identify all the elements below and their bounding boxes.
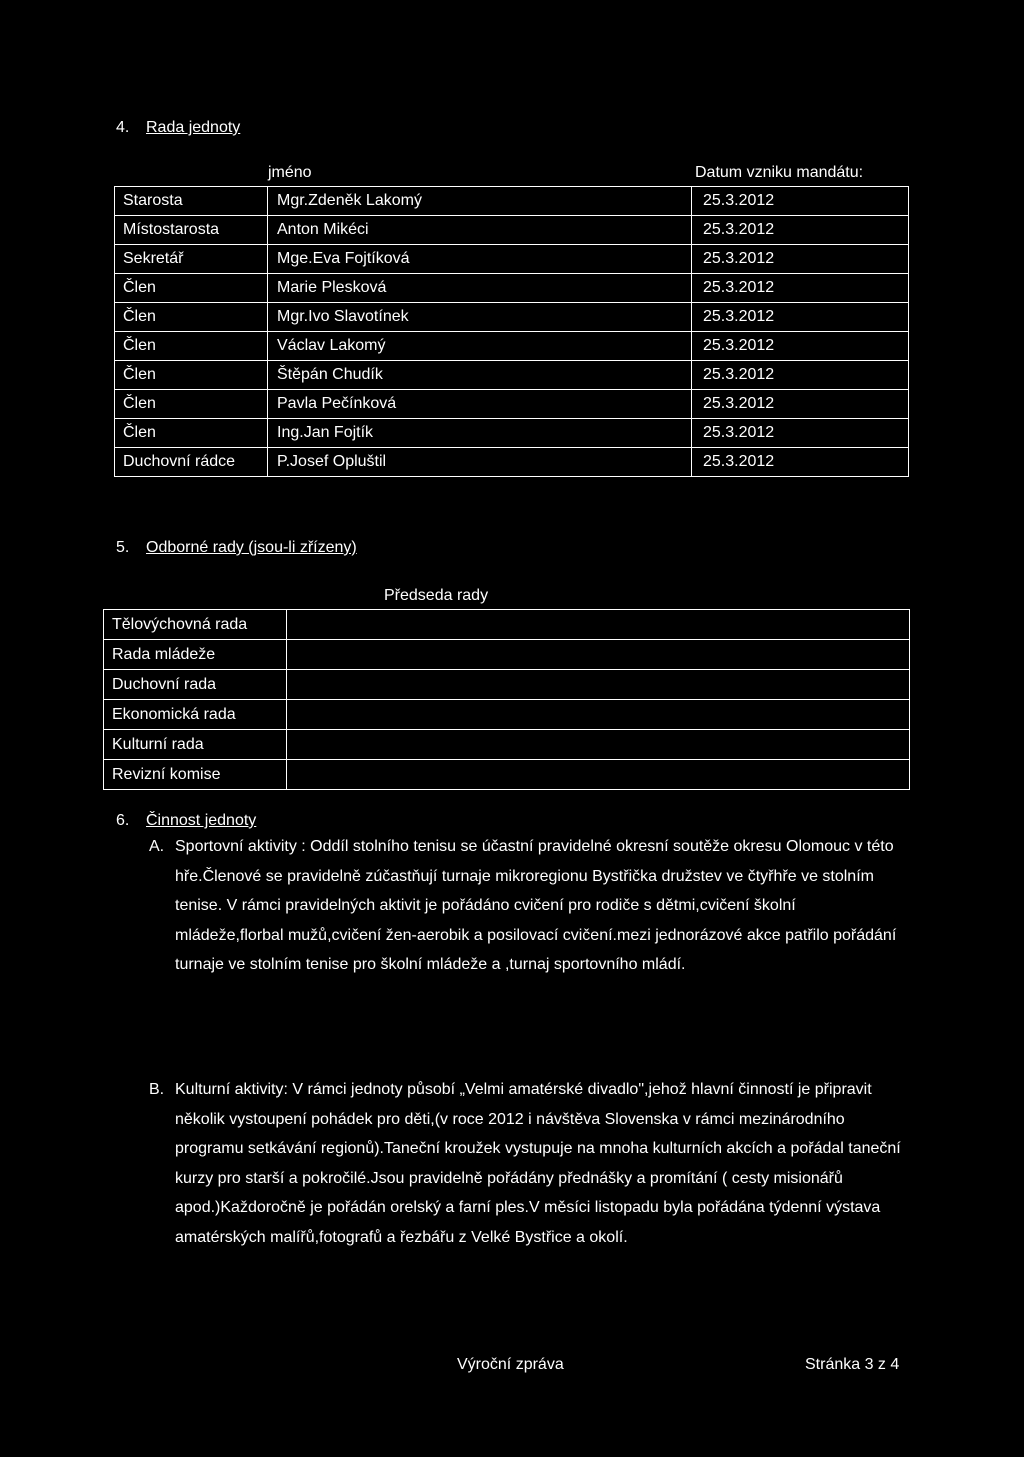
role-cell: Člen xyxy=(115,390,268,419)
table-row xyxy=(115,361,909,390)
table-row xyxy=(115,245,909,274)
council-name-cell: Tělovýchovná rada xyxy=(104,610,287,640)
council-chair-cell xyxy=(287,730,910,760)
odborne-rady-table xyxy=(103,609,910,790)
council-chair-cell xyxy=(287,760,910,790)
rada-jednoty-table xyxy=(114,186,909,477)
col-date-header: Datum vzniku mandátu: xyxy=(695,164,864,181)
table-row xyxy=(115,419,909,448)
paragraph-culture xyxy=(149,1075,910,1252)
role-cell: Místostarosta xyxy=(115,216,268,245)
footer-title: Výroční zpráva xyxy=(457,1356,564,1373)
section4-title: Rada jednoty xyxy=(146,119,241,136)
role-cell: Člen xyxy=(115,274,268,303)
role-cell: Sekretář xyxy=(115,245,268,274)
footer-page-number: Stránka 3 z 4 xyxy=(805,1356,900,1373)
paragraph-marker: A. xyxy=(149,838,165,855)
name-cell: Ing.Jan Fojtík xyxy=(268,419,692,448)
name-cell: Štěpán Chudík xyxy=(268,361,692,390)
paragraph-sport xyxy=(149,832,900,980)
table-row xyxy=(115,448,909,477)
paragraph-marker: B. xyxy=(149,1081,165,1098)
council-name-cell: Kulturní rada xyxy=(104,730,287,760)
table-row xyxy=(115,187,909,216)
mandate-date-cell: 25.3.2012 xyxy=(692,390,909,419)
mandate-date-cell: 25.3.2012 xyxy=(692,245,909,274)
name-cell: Marie Plesková xyxy=(268,274,692,303)
table-row xyxy=(104,730,910,760)
name-cell: Václav Lakomý xyxy=(268,332,692,361)
section5-title: Odborné rady (jsou-li zřízeny) xyxy=(146,539,357,556)
mandate-date-cell: 25.3.2012 xyxy=(692,187,909,216)
name-cell: Pavla Pečínková xyxy=(268,390,692,419)
name-cell: Anton Mikéci xyxy=(268,216,692,245)
section5-heading xyxy=(116,538,357,558)
paragraph-text: Kulturní aktivity: V rámci jednoty působí „Velmi amatérské divadlo",jehož hlavní činností je připravit několik vystoupení pohádek pro děti,(v roce 2012 i návštěva Slovenska v rámci mezinárodního programu setkávání regionů).Taneční kroužek vystupuje na mnoha kulturních akcích a pořádal taneční kurzy pro starší a pokročilé.Jsou pravidelně pořádány přednášky a promítání ( cesty misionářů apod.)Každoročně je pořádán orelský a farní ples.V měsíci listopadu byla pořádána týdenní výstava amatérských malířů,fotografů a řezbářu z Velké Bystřice a okolí. xyxy=(175,1081,901,1246)
paragraph-text: Sportovní aktivity : Oddíl stolního tenisu se účastní pravidelné okresní soutěže okresu Olomouc v této hře.Členové se pravidelně zúčastňují turnaje mikroregionu Bystřička družstev ve čtyřhře ve stolním tenise. V rámci pravidelných aktivit je pořádáno cvičení pro rodiče s dětmi,cvičení školní mládeže,florbal mužů,cvičení žen-aerobik a posilovací cvičení.mezi jednorázové akce patřilo pořádání turnaje ve stolním tenise pro školní mládeže a ,turnaj sportovního mládí. xyxy=(175,838,897,973)
council-name-cell: Revizní komise xyxy=(104,760,287,790)
name-cell: Mgr.Zdeněk Lakomý xyxy=(268,187,692,216)
table-row xyxy=(104,640,910,670)
rada-jednoty-rows xyxy=(115,187,909,477)
role-cell: Člen xyxy=(115,361,268,390)
role-cell: Starosta xyxy=(115,187,268,216)
section5-number: 5. xyxy=(116,539,130,556)
table-row xyxy=(104,760,910,790)
section6-number: 6. xyxy=(116,812,130,829)
chair-col-header: Předseda rady xyxy=(384,587,489,604)
council-name-cell: Duchovní rada xyxy=(104,670,287,700)
council-chair-cell xyxy=(287,610,910,640)
council-chair-cell xyxy=(287,670,910,700)
table-row xyxy=(115,390,909,419)
council-name-cell: Ekonomická rada xyxy=(104,700,287,730)
table-row xyxy=(115,332,909,361)
mandate-date-cell: 25.3.2012 xyxy=(692,448,909,477)
mandate-date-cell: 25.3.2012 xyxy=(692,216,909,245)
section6-title: Činnost jednoty xyxy=(146,812,257,829)
mandate-date-cell: 25.3.2012 xyxy=(692,274,909,303)
mandate-date-cell: 25.3.2012 xyxy=(692,419,909,448)
table-row xyxy=(104,610,910,640)
section4-number: 4. xyxy=(116,119,130,136)
table-row xyxy=(104,670,910,700)
section4-heading xyxy=(116,118,240,138)
role-cell: Člen xyxy=(115,332,268,361)
role-cell: Duchovní rádce xyxy=(115,448,268,477)
odborne-rady-rows xyxy=(104,610,910,790)
name-cell: P.Josef Opluštil xyxy=(268,448,692,477)
table-row xyxy=(115,303,909,332)
table-row xyxy=(115,216,909,245)
table-row xyxy=(115,274,909,303)
name-cell: Mge.Eva Fojtíková xyxy=(268,245,692,274)
role-cell: Člen xyxy=(115,419,268,448)
mandate-date-cell: 25.3.2012 xyxy=(692,361,909,390)
council-name-cell: Rada mládeže xyxy=(104,640,287,670)
council-chair-cell xyxy=(287,640,910,670)
section6-heading xyxy=(116,811,256,831)
table-row xyxy=(104,700,910,730)
name-cell: Mgr.Ivo Slavotínek xyxy=(268,303,692,332)
mandate-date-cell: 25.3.2012 xyxy=(692,303,909,332)
role-cell: Člen xyxy=(115,303,268,332)
mandate-date-cell: 25.3.2012 xyxy=(692,332,909,361)
council-chair-cell xyxy=(287,700,910,730)
col-name-header: jméno xyxy=(268,164,312,181)
